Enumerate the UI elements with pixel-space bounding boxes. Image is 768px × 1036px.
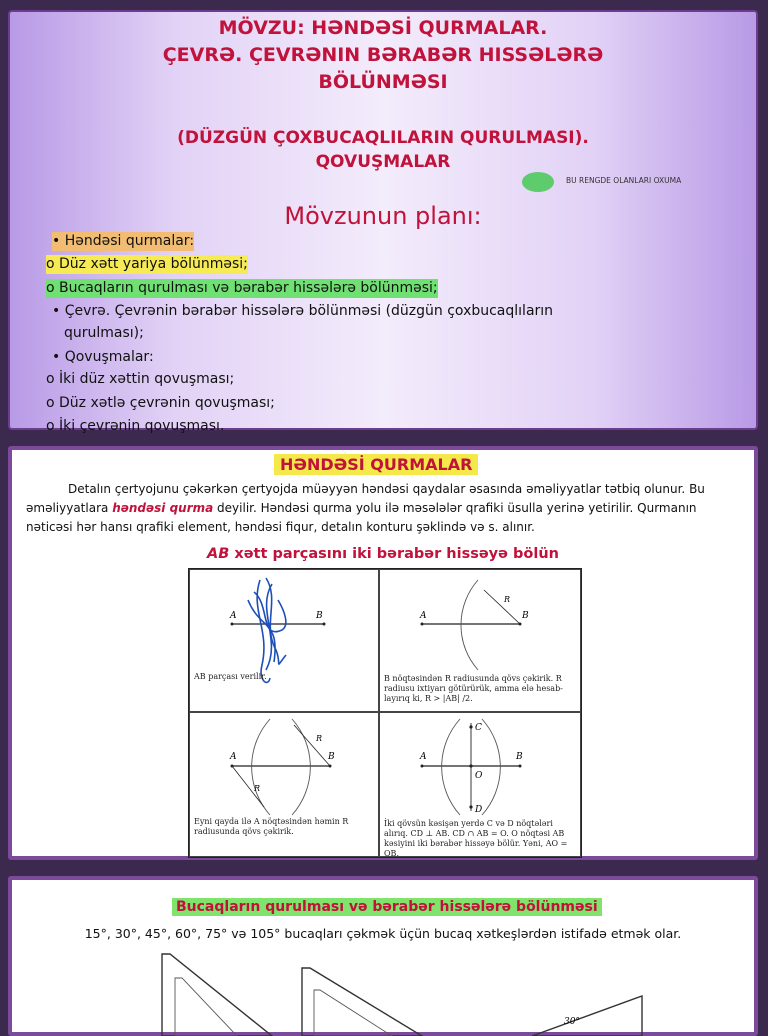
step-caption: AB parçası verilir.	[194, 672, 267, 681]
slide-topic-plan	[8, 10, 758, 434]
point-label: C	[475, 723, 482, 733]
plan-item: • Çevrə. Çevrənin bərabər hissələrə bölünməsi (düzgün çoxbucaqlıların	[52, 303, 554, 319]
title-line: BÖLÜNMƏSI	[318, 71, 448, 93]
plan-item: o Bucaqların qurulması və bərabər hissələrə bölünməsi;	[46, 280, 438, 296]
slide-title: HƏNDƏSİ QURMALAR	[274, 454, 478, 475]
intro-paragraph	[26, 480, 746, 537]
point-label: A	[420, 611, 427, 621]
plan-item: o Düz xətt yariya bölünməsi;	[46, 256, 248, 272]
point-label: B	[328, 752, 335, 762]
angle-label: 30°	[564, 1017, 580, 1027]
figure-step-4	[379, 712, 581, 857]
radius-label: R	[504, 595, 511, 604]
step-caption: B nöqtəsindən R radiusunda qövs çəkirik. R radiusu ixtiyarı götürürük, amma elə hesab-layırıq ki, R > |AB| /2.	[384, 674, 563, 703]
paragraph-text: deyilir. Həndəsi qurma yolu ilə məsələlər qrafiki üsulla yerinə yetirilir.	[213, 501, 634, 515]
point-label: D	[475, 805, 483, 815]
set-square-right	[532, 996, 642, 1036]
slide-subtitle	[10, 126, 756, 174]
point-label: B	[522, 611, 529, 621]
plan-item: qurulması);	[64, 325, 144, 341]
set-squares-illustration	[12, 946, 754, 1036]
task-heading	[12, 546, 754, 562]
paragraph-text: Detalın çertyojunu çəkərkən çertyojda müəyyən həndəsi qaydalar əsasında əməliyyatlar tətbiq olunur.	[68, 482, 686, 496]
point-label: A	[420, 752, 427, 762]
point-label: O	[475, 771, 483, 781]
emphasis-term: həndəsi qurma	[112, 501, 214, 515]
handwritten-scribble	[248, 578, 286, 682]
highlight-color-swatch	[522, 172, 554, 192]
plan-item: • Həndəsi qurmalar:	[52, 233, 195, 249]
point-label: B	[516, 752, 523, 762]
radius-label: R	[254, 784, 261, 793]
step-caption: İki qövsün kəsişən yerdə C və D nöqtələri alırıq. CD ⊥ AB. CD ∩ AB = O. O nöqtəsi AB kəsiyini iki bərabər hissəyə bölür. Yəni, AO = OB.	[384, 819, 568, 858]
point-label: A	[230, 752, 237, 762]
paragraph-text: Bu əməliyyatlara	[26, 482, 705, 515]
point-label: B	[316, 611, 323, 621]
subtitle-line: QOVUŞMALAR	[315, 152, 451, 172]
construction-figure-grid	[188, 568, 582, 858]
radius-label: R	[316, 734, 323, 743]
slide-title	[10, 15, 756, 96]
plan-item: o Düz xətlə çevrənin qovuşması;	[46, 395, 275, 411]
figure-step-1	[189, 569, 379, 712]
plan-item: o İki düz xəttin qovuşması;	[46, 371, 235, 387]
segment-diagram	[190, 570, 380, 713]
plan-heading: Mövzunun planı:	[284, 202, 482, 230]
figure-step-2	[379, 569, 581, 712]
paragraph-text: Qurmanın nəticəsi hər hansı qrafiki element, həndəsi fiqur, detalın konturu şəklində və s. alınır.	[26, 501, 697, 534]
set-square-middle	[302, 968, 422, 1036]
title-line: MÖVZU: HƏNDƏSİ QURMALAR.	[218, 17, 548, 39]
subtitle-line: (DÜZGÜN ÇOXBUCAQLILARIN QURULMASI).	[177, 128, 589, 148]
slide-title: Bucaqların qurulması və bərabər hissələrə bölünməsi	[172, 898, 602, 916]
slide-geometric-constructions	[8, 446, 758, 860]
slide-text: 15°, 30°, 45°, 60°, 75° və 105° bucaqları çəkmək üçün bucaq xətkeşlərdən istifadə etmək olar.	[84, 926, 682, 941]
point-label: A	[230, 611, 237, 621]
title-line: ÇEVRƏ. ÇEVRƏNIN BƏRABƏR HISSƏLƏRƏ	[162, 44, 604, 66]
plan-item: o İki çevrənin qovuşması.	[46, 418, 225, 434]
task-text: xətt parçasını iki bərabər hissəyə bölün	[229, 546, 559, 562]
plan-item: • Qovuşmalar:	[52, 349, 154, 365]
segment-name: AB	[207, 546, 230, 562]
color-note: BU RENGDE OLANLARI OXUMA	[566, 176, 682, 185]
slide-angles	[8, 876, 758, 1036]
figure-step-3	[189, 712, 379, 857]
step-caption: Eyni qaydа ilə A nöqtəsindən həmin R radiusunda qövs çəkirik.	[194, 817, 349, 836]
